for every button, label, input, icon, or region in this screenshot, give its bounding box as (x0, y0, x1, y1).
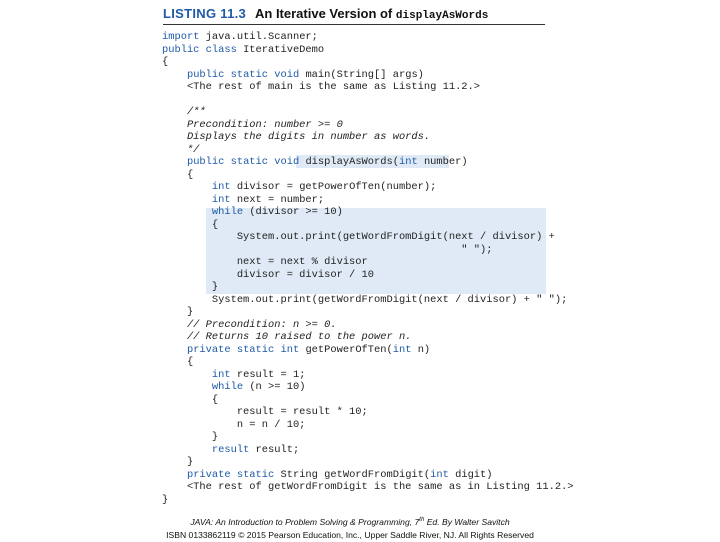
keyword: int (398, 156, 418, 168)
code-line: import java.util.Scanner; (162, 31, 318, 43)
footer-title-part2: Ed. By Walter Savitch (424, 516, 510, 527)
code-line: next = next % divisor (162, 256, 368, 268)
code-line: { (162, 218, 219, 231)
listing-label: LISTING 11.3 (163, 6, 247, 21)
footer-citation (0, 514, 700, 542)
code-line: public static void displayAsWords(int number) (186, 156, 468, 168)
code-line: */ (162, 143, 200, 156)
code-line: <The rest of getWordFromDigit is the same as in Listing 11.2.> (162, 481, 574, 493)
keyword: int (430, 468, 449, 481)
keyword: int (211, 193, 231, 206)
keyword: result (211, 443, 250, 456)
footer-edition-sup: th (419, 517, 425, 523)
code-line: System.out.print(getWordFromDigit(next / divisor) + " "); (162, 293, 568, 306)
code-line: { (162, 168, 194, 181)
listing-title-text: An Iterative Version of (255, 6, 393, 21)
code-line: while (n >= 10) (211, 381, 306, 393)
code-line: { (162, 393, 219, 406)
keyword: private static (186, 468, 275, 481)
code-line: } (162, 493, 169, 506)
code-line: <The rest of main is the same as Listing 11.2.> (162, 81, 481, 93)
code-line: public class IterativeDemo (162, 43, 325, 56)
code-line: } (162, 431, 219, 443)
keyword: public static void (186, 68, 300, 81)
code-line: System.out.print(getWordFromDigit(next / divisor) + (162, 231, 555, 243)
listing-header (163, 6, 545, 24)
footer-copyright: ISBN 0133862119 © 2015 Pearson Education, Inc., Upper Saddle River, NJ. All Rights Reserved (166, 529, 534, 540)
footer-title-part1: JAVA: An Introduction to Problem Solving & Programming, 7 (190, 516, 420, 527)
code-line: divisor = divisor / 10 (162, 268, 375, 281)
code-line: { (162, 356, 194, 368)
code-line: int divisor = getPowerOfTen(number); (211, 181, 437, 193)
keyword: private static int (186, 343, 300, 356)
code-line: { (162, 56, 169, 68)
keyword: while (211, 206, 244, 218)
header-rule (163, 24, 545, 25)
code-line (162, 94, 574, 107)
keyword: int (392, 343, 412, 356)
code-line: } (162, 306, 194, 318)
code-line: int next = number; (211, 193, 325, 206)
code-line: int result = 1; (211, 368, 306, 381)
footer-book-title (0, 514, 700, 529)
code-line: n = n / 10; (162, 418, 306, 431)
listing-title (255, 6, 488, 22)
code-line: // Precondition: n >= 0. (162, 318, 337, 331)
code-line: // Returns 10 raised to the power n. (162, 331, 412, 343)
code-line: public static void main(String[] args) (186, 68, 424, 81)
code-line: Precondition: number >= 0 (162, 118, 343, 131)
code-line: /** (162, 106, 206, 118)
keyword: public static void (186, 156, 300, 168)
code-line: private static int getPowerOfTen(int n) (186, 343, 431, 356)
code-line: result = result * 10; (162, 406, 368, 418)
keyword: int (211, 181, 231, 193)
code-line: while (divisor >= 10) (211, 206, 343, 218)
code-line: private static String getWordFromDigit(int digit) (186, 468, 493, 481)
code-listing (162, 31, 574, 506)
keyword: while (211, 381, 244, 393)
keyword: int (211, 368, 231, 381)
keyword: import (162, 31, 200, 43)
listing-title-code: displayAsWords (395, 10, 489, 22)
code-line: " "); (162, 243, 493, 256)
code-line: result result; (211, 443, 300, 456)
code-line: } (162, 456, 194, 468)
code-line: Displays the digits in number as words. (162, 131, 431, 143)
keyword: public class (162, 43, 237, 56)
code-line: } (162, 281, 219, 293)
